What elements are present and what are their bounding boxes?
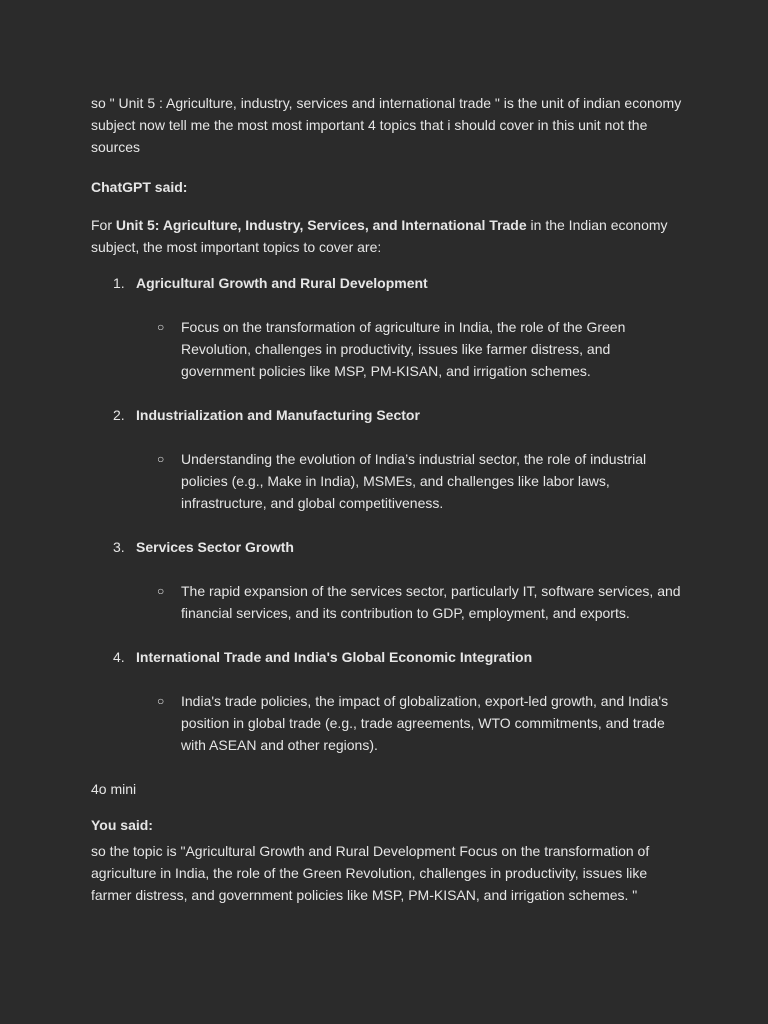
topic-title xyxy=(91,646,691,668)
topic-title-text: Services Sector Growth xyxy=(136,539,294,555)
assistant-intro xyxy=(91,214,691,258)
topic-title-text: Agricultural Growth and Rural Development xyxy=(136,275,428,291)
hollow-circle-bullet-icon: ○ xyxy=(157,584,165,598)
topic-number: 3. xyxy=(113,539,125,555)
topic-item xyxy=(91,404,691,514)
you-said-label: You said: xyxy=(91,817,153,833)
intro-suffix: in the Indian economy subject, the most important topics to cover are: xyxy=(91,217,668,255)
intro-prefix: For xyxy=(91,217,116,233)
topic-detail xyxy=(91,448,691,514)
topic-detail-text: The rapid expansion of the services sector, particularly IT, software services, and financial services, and its contribution to GDP, employment, and exports. xyxy=(181,583,681,621)
assistant-label: ChatGPT said: xyxy=(91,179,188,195)
hollow-circle-bullet-icon: ○ xyxy=(157,320,165,334)
topic-detail-text: Focus on the transformation of agriculture in India, the role of the Green Revolution, challenges in productivity, issues like farmer distress, and government policies like MSP, PM-KISAN, and irrigation schemes. xyxy=(181,319,626,379)
hollow-circle-bullet-icon: ○ xyxy=(157,694,165,708)
topic-number: 4. xyxy=(113,649,125,665)
topic-item xyxy=(91,646,691,756)
hollow-circle-bullet-icon: ○ xyxy=(157,452,165,466)
topic-detail xyxy=(91,316,691,382)
topic-title-text: Industrialization and Manufacturing Sector xyxy=(136,407,420,423)
topic-item xyxy=(91,536,691,624)
topic-detail xyxy=(91,580,691,624)
topic-title xyxy=(91,536,691,558)
user-message-2: so the topic is "Agricultural Growth and Rural Development Focus on the transformation of agriculture in India, the role of the Green Revolution, challenges in productivity, issues like farmer distress, and government policies like MSP, PM-KISAN, and irrigation schemes. " xyxy=(91,843,650,903)
topic-item xyxy=(91,272,691,382)
conversation xyxy=(91,92,691,906)
topic-number: 2. xyxy=(113,407,125,423)
topic-detail-text: India's trade policies, the impact of globalization, export-led growth, and India's position in global trade (e.g., trade agreements, WTO commitments, and trade with ASEAN and other regions). xyxy=(181,693,669,753)
topic-title-text: International Trade and India's Global Economic Integration xyxy=(136,649,533,665)
topic-detail-text: Understanding the evolution of India’s industrial sector, the role of industrial policies (e.g., Make in India), MSMEs, and challenges like labor laws, infrastructure, and global competitiveness. xyxy=(181,451,647,511)
intro-unit-title: Unit 5: Agriculture, Industry, Services, and International Trade xyxy=(115,217,527,233)
user-message-1: so " Unit 5 : Agriculture, industry, services and international trade " is the unit of indian economy subject now tell me the most most important 4 topics that i should cover in this unit not the sources xyxy=(91,95,682,155)
topic-number: 1. xyxy=(113,275,125,291)
topic-detail xyxy=(91,690,691,756)
model-label: 4o mini xyxy=(91,781,137,797)
topic-title xyxy=(91,404,691,426)
topic-title xyxy=(91,272,691,294)
topic-list xyxy=(91,272,691,756)
